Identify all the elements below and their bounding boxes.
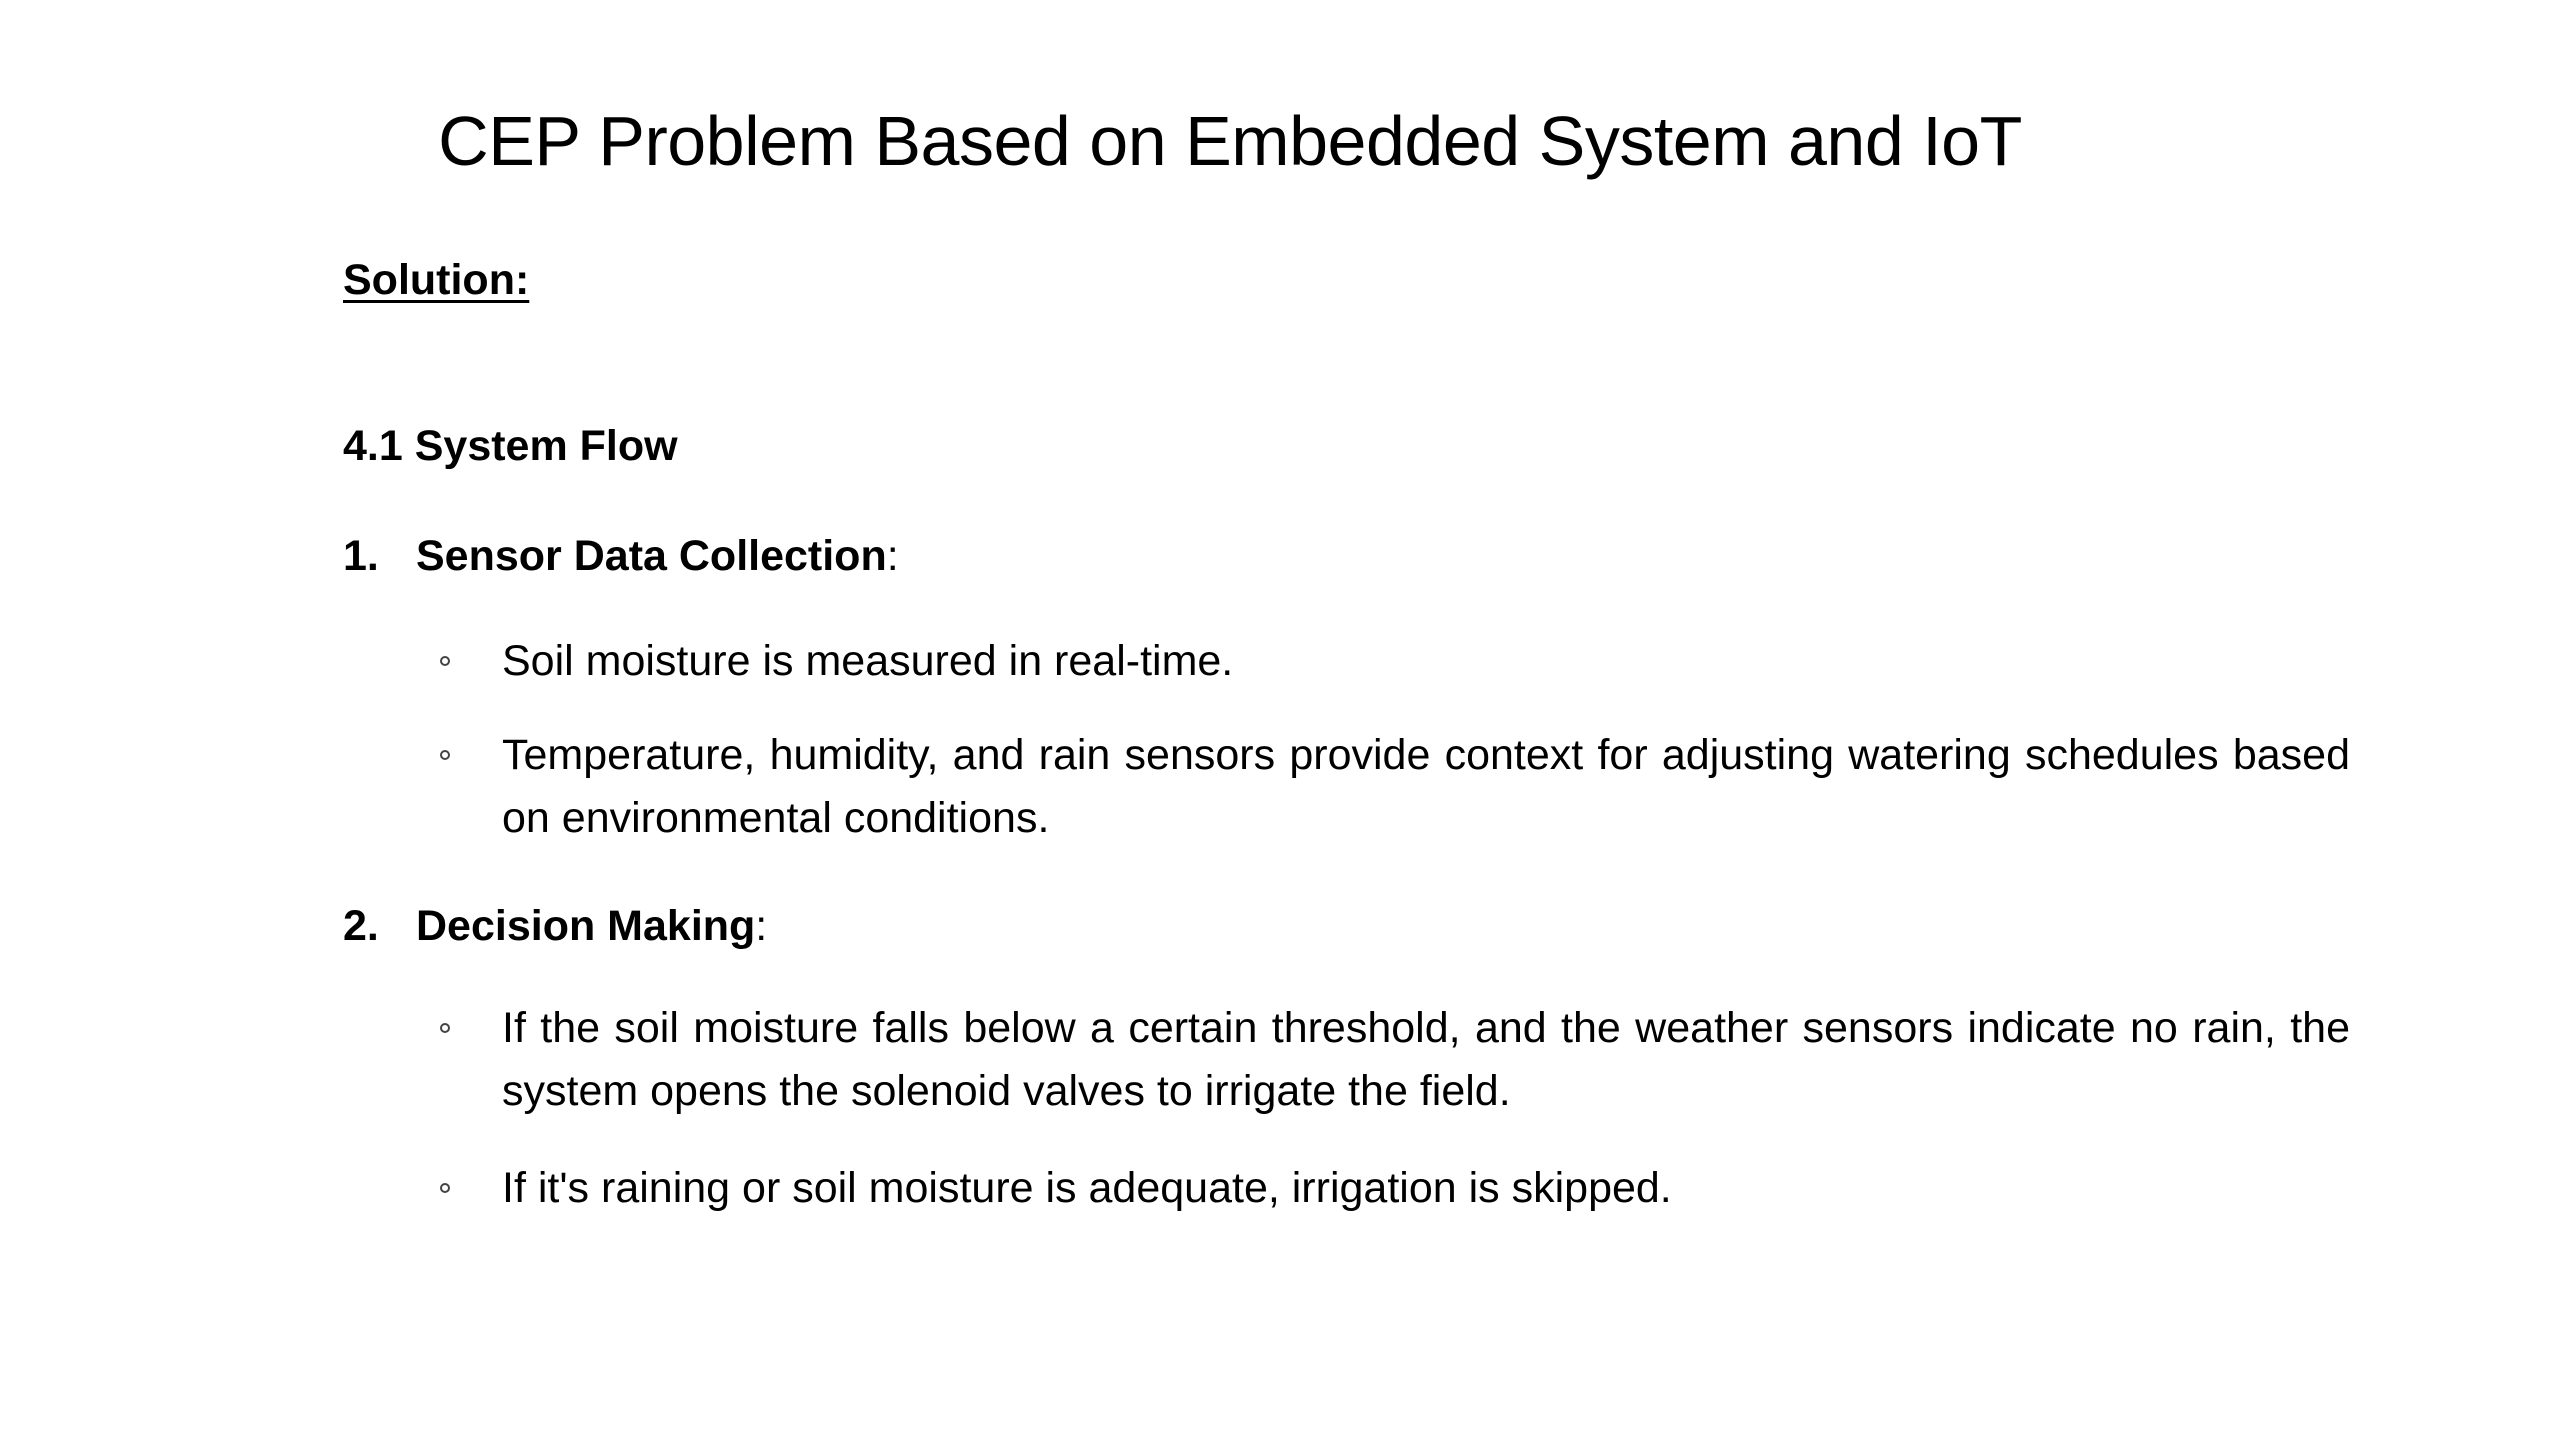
hollow-circle-bullet-icon [440, 656, 450, 666]
item-number: 2. [343, 902, 379, 950]
item-heading: Sensor Data Collection [416, 532, 887, 580]
section-heading: 4.1 System Flow [343, 422, 678, 470]
bullet-text: Soil moisture is measured in real-time. [502, 637, 1234, 685]
numbered-item-decision-making [343, 898, 767, 954]
item-heading: Decision Making [416, 902, 756, 950]
item-number: 1. [343, 532, 379, 580]
item-heading-suffix: : [755, 902, 768, 950]
page-title: CEP Problem Based on Embedded System and IoT [438, 102, 2022, 180]
hollow-circle-bullet-icon [440, 1183, 450, 1193]
bullet-text: If the soil moisture falls below a certain threshold, and the weather sensors indicate no rain, the system opens the solenoid valves to irrigate the field. [502, 1004, 2350, 1115]
hollow-circle-bullet-icon [440, 1023, 450, 1033]
numbered-item-sensor-data-collection [343, 528, 899, 584]
hollow-circle-bullet-icon [440, 750, 450, 760]
item-heading-suffix: : [886, 532, 899, 580]
solution-label: Solution: [343, 256, 530, 304]
bullet-text: Temperature, humidity, and rain sensors provide context for adjusting watering schedules based on environmental conditions. [502, 731, 2350, 842]
bullet-text: If it's raining or soil moisture is adequate, irrigation is skipped. [502, 1164, 1672, 1212]
